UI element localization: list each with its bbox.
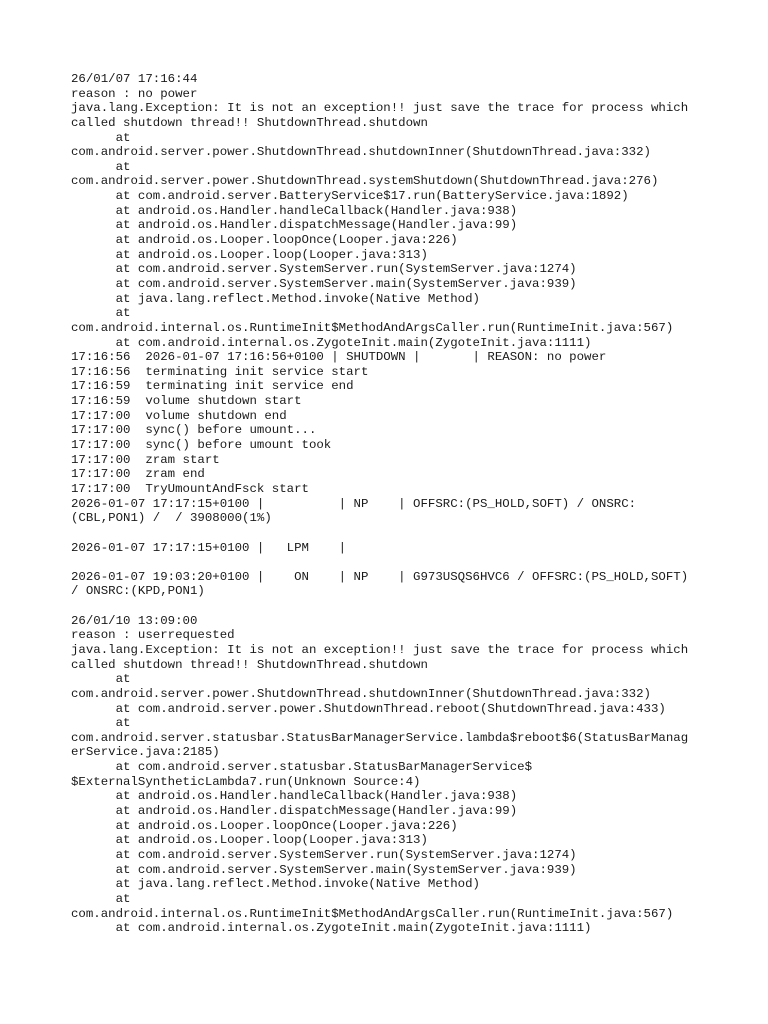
blank-line bbox=[71, 526, 711, 541]
log-line: 26/01/10 13:09:00 bbox=[71, 613, 198, 628]
log-line: 17:17:00 zram start bbox=[71, 452, 220, 467]
log-line: at bbox=[71, 716, 131, 731]
log-line: 2026-01-07 17:17:15+0100 | | NP | OFFSRC:(PS_HOLD,SOFT) / ONSRC: bbox=[71, 496, 637, 511]
log-line: at com.android.internal.os.ZygoteInit.main(ZygoteInit.java:1111) bbox=[71, 921, 592, 936]
log-line: 26/01/07 17:16:44 bbox=[71, 72, 198, 86]
log-line: at com.android.server.SystemServer.main(SystemServer.java:939) bbox=[71, 276, 577, 291]
log-line: at android.os.Looper.loopOnce(Looper.java:226) bbox=[71, 818, 458, 833]
log-line: reason : userrequested bbox=[71, 628, 235, 643]
log-document bbox=[71, 72, 711, 936]
log-line: 17:17:00 sync() before umount... bbox=[71, 423, 317, 438]
log-line: at android.os.Handler.dispatchMessage(Handler.java:99) bbox=[71, 218, 518, 233]
log-line: at java.lang.reflect.Method.invoke(Native Method) bbox=[71, 877, 480, 892]
log-line: 17:16:56 terminating init service start bbox=[71, 364, 369, 379]
log-line: java.lang.Exception: It is not an exception!! just save the trace for process which bbox=[71, 642, 689, 657]
log-line: reason : no power bbox=[71, 86, 198, 101]
log-line: at android.os.Looper.loop(Looper.java:313) bbox=[71, 247, 428, 262]
log-line: at bbox=[71, 672, 131, 687]
log-line: at android.os.Looper.loopOnce(Looper.java:226) bbox=[71, 233, 458, 248]
log-line: 17:16:56 2026-01-07 17:16:56+0100 | SHUTDOWN | | REASON: no power bbox=[71, 350, 607, 365]
log-line: called shutdown thread!! ShutdownThread.shutdown bbox=[71, 115, 428, 130]
log-line: 17:17:00 volume shutdown end bbox=[71, 408, 287, 423]
log-line: at android.os.Handler.dispatchMessage(Handler.java:99) bbox=[71, 804, 518, 819]
log-line: at android.os.Looper.loop(Looper.java:313) bbox=[71, 833, 428, 848]
log-line: at bbox=[71, 159, 131, 174]
log-line: 17:16:59 volume shutdown start bbox=[71, 394, 302, 409]
blank-line bbox=[71, 555, 711, 570]
log-line: at com.android.server.SystemServer.main(SystemServer.java:939) bbox=[71, 862, 577, 877]
log-line: at com.android.server.SystemServer.run(SystemServer.java:1274) bbox=[71, 847, 577, 862]
blank-line bbox=[71, 599, 711, 614]
log-line: at com.android.server.BatteryService$17.run(BatteryService.java:1892) bbox=[71, 189, 629, 204]
log-line: at com.android.internal.os.ZygoteInit.main(ZygoteInit.java:1111) bbox=[71, 335, 592, 350]
log-line: 17:17:00 TryUmountAndFsck start bbox=[71, 481, 309, 496]
log-line: at android.os.Handler.handleCallback(Handler.java:938) bbox=[71, 789, 518, 804]
log-line: at java.lang.reflect.Method.invoke(Native Method) bbox=[71, 291, 480, 306]
log-line: called shutdown thread!! ShutdownThread.shutdown bbox=[71, 657, 428, 672]
log-line: com.android.internal.os.RuntimeInit$MethodAndArgsCaller.run(RuntimeInit.java:567) bbox=[71, 320, 674, 335]
log-line: 2026-01-07 19:03:20+0100 | ON | NP | G973USQS6HVC6 / OFFSRC:(PS_HOLD,SOFT) bbox=[71, 569, 689, 584]
log-line: / ONSRC:(KPD,PON1) bbox=[71, 584, 205, 599]
log-line: 2026-01-07 17:17:15+0100 | LPM | bbox=[71, 540, 347, 555]
log-line: 17:17:00 zram end bbox=[71, 467, 205, 482]
log-line: com.android.server.power.ShutdownThread.systemShutdown(ShutdownThread.java:276) bbox=[71, 174, 659, 189]
log-line: at com.android.server.statusbar.StatusBarManagerService$ bbox=[71, 760, 533, 775]
log-line: at android.os.Handler.handleCallback(Handler.java:938) bbox=[71, 203, 518, 218]
log-line: at bbox=[71, 306, 131, 321]
log-line: (CBL,PON1) / / 3908000(1%) bbox=[71, 511, 272, 526]
log-line: at bbox=[71, 130, 131, 145]
log-line: erService.java:2185) bbox=[71, 745, 220, 760]
log-line: com.android.server.statusbar.StatusBarManagerService.lambda$reboot$6(StatusBarManag bbox=[71, 730, 689, 745]
log-line: 17:16:59 terminating init service end bbox=[71, 379, 354, 394]
log-line: at bbox=[71, 891, 131, 906]
log-line: java.lang.Exception: It is not an exception!! just save the trace for process which bbox=[71, 101, 689, 116]
log-line: 17:17:00 sync() before umount took bbox=[71, 438, 332, 453]
log-line: at com.android.server.power.ShutdownThread.reboot(ShutdownThread.java:433) bbox=[71, 701, 666, 716]
log-line: com.android.server.power.ShutdownThread.shutdownInner(ShutdownThread.java:332) bbox=[71, 686, 651, 701]
log-line: $ExternalSyntheticLambda7.run(Unknown Source:4) bbox=[71, 774, 421, 789]
log-line: at com.android.server.SystemServer.run(SystemServer.java:1274) bbox=[71, 262, 577, 277]
log-line: com.android.internal.os.RuntimeInit$MethodAndArgsCaller.run(RuntimeInit.java:567) bbox=[71, 906, 674, 921]
log-line: com.android.server.power.ShutdownThread.shutdownInner(ShutdownThread.java:332) bbox=[71, 145, 651, 160]
